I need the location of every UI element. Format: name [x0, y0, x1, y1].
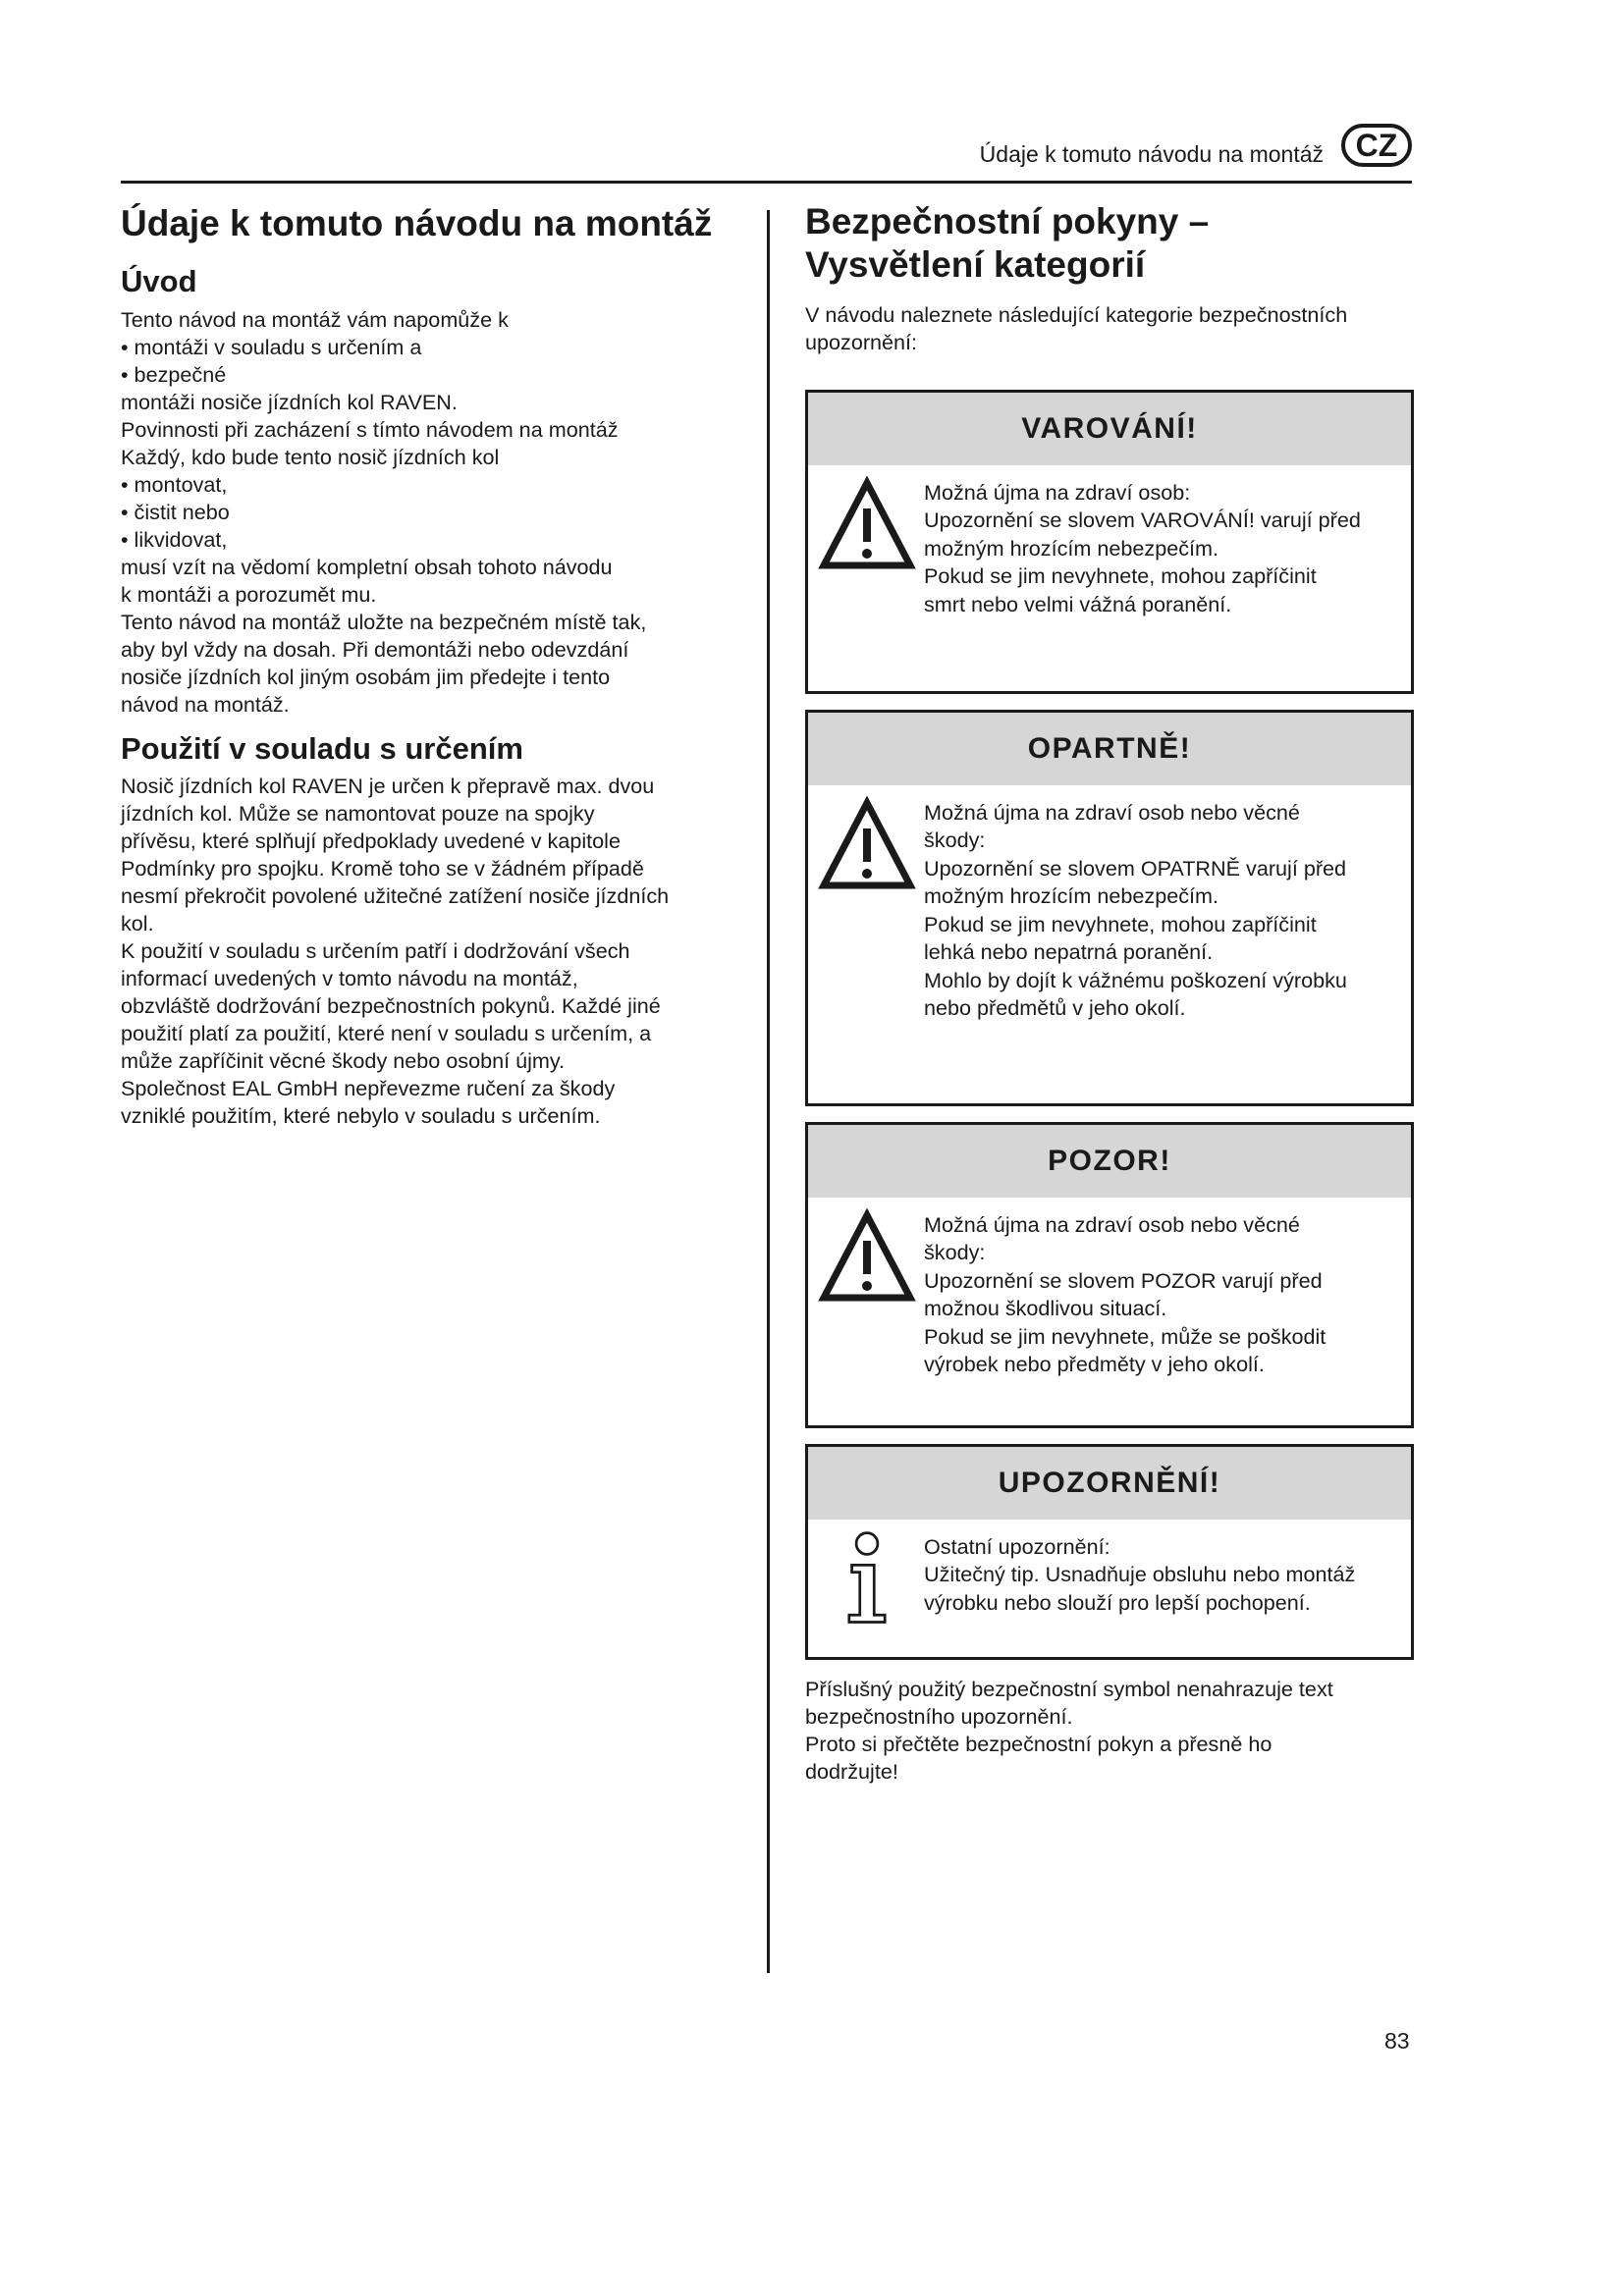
caution-box	[805, 710, 1414, 1106]
main-title: Údaje k tomuto návodu na montáž	[121, 203, 713, 243]
page-header	[121, 124, 1412, 184]
safety-footer-text: Příslušný použitý bezpečnostní symbol nenahrazuje text bezpečnostního upozornění. Proto si přečtěte bezpečnostní pokyn a přesně ho dodržujte!	[805, 1676, 1333, 1784]
intro-text: Tento návod na montáž vám napomůže k • montáži v souladu s určením a • bezpečné montáži nosiče jízdních kol RAVEN. Povinnosti při zacházení s tímto návodem na montáž Každý, kdo bude tento nosič jízdních kol • montovat, • čistit nebo • likvidovat, musí vzít na vědomí kompletní obsah tohoto návodu k montáži a porozumět mu. Tento návod na montáž uložte na bezpečném místě tak, aby byl vždy na dosah. Při demontáži nebo odevzdání nosiče jízdních kol jiným osobám jim předejte i tento návod na montáž.	[121, 306, 647, 717]
warning-triangle-icon	[818, 475, 916, 573]
header-title: Údaje k tomuto návodu na montáž	[979, 141, 1324, 167]
usage-text: Nosič jízdních kol RAVEN je určen k přepravě max. dvou jízdních kol. Může se namontovat pouze na spojky přívěsu, které splňují předpoklady uvedené v kapitole Podmínky pro spojku. Kromě toho se v žádném případě nesmí překročit povolené užitečné zatížení nosiče jízdních kol. K použití v souladu s určením patří i dodržování všech informací uvedených v tomto návodu na montáž, obzvláště dodržování bezpečnostních pokynů. Každé jiné použití platí za použití, které není v souladu s určením, a může zapříčinit věcné škody nebo osobní újmy. Společnost EAL GmbH nepřevezme ručení za škody vzniklé použitím, které nebylo v souladu s určením.	[121, 773, 670, 1128]
safety-title-line2: Vysvětlení kategorií	[805, 244, 1146, 286]
column-divider	[767, 210, 770, 1973]
warning-box-title: VAROVÁNÍ!	[808, 393, 1411, 465]
intro-heading: Úvod	[121, 264, 197, 299]
notice-box-text: Ostatní upozornění: Užitečný tip. Usnadňuje obsluhu nebo montáž výrobku nebo slouží pro lepší pochopení.	[924, 1533, 1356, 1615]
attention-box-text: Možná újma na zdraví osob nebo věcné škody: Upozornění se slovem POZOR varují před možnou škodlivou situací. Pokud se jim nevyhnete, může se poškodit výrobek nebo předměty v jeho okolí.	[924, 1211, 1326, 1377]
warning-box	[805, 390, 1414, 694]
safety-title	[805, 200, 1414, 288]
page-number: 83	[1384, 2028, 1410, 2054]
attention-box	[805, 1122, 1414, 1428]
language-badge: CZ	[1341, 124, 1412, 167]
left-column	[121, 202, 739, 1130]
warning-box-text: Možná újma na zdraví osob: Upozornění se slovem VAROVÁNÍ! varují před možným hrozícím nebezpečím. Pokud se jim nevyhnete, mohou zapříčinit smrt nebo velmi vážná poranění.	[924, 479, 1361, 616]
warning-triangle-icon	[818, 795, 916, 893]
notice-box	[805, 1444, 1414, 1660]
safety-title-line1: Bezpečnostní pokyny –	[805, 201, 1210, 241]
attention-box-title: POZOR!	[808, 1125, 1411, 1198]
right-column	[805, 200, 1414, 1786]
warning-triangle-icon	[818, 1207, 916, 1306]
usage-heading: Použití v souladu s určením	[121, 730, 523, 766]
caution-box-title: OPARTNĚ!	[808, 713, 1411, 785]
notice-box-title: UPOZORNĚNÍ!	[808, 1447, 1411, 1520]
info-icon	[818, 1529, 916, 1628]
caution-box-text: Možná újma na zdraví osob nebo věcné škody: Upozornění se slovem OPATRNĚ varují před možným hrozícím nebezpečím. Pokud se jim nevyhnete, mohou zapříčinit lehká nebo nepatrná poranění. Mohlo by dojít k vážnému poškození výrobku nebo předmětů v jeho okolí.	[924, 799, 1347, 1021]
safety-intro-text: V návodu naleznete následující kategorie bezpečnostních upozornění:	[805, 301, 1348, 354]
